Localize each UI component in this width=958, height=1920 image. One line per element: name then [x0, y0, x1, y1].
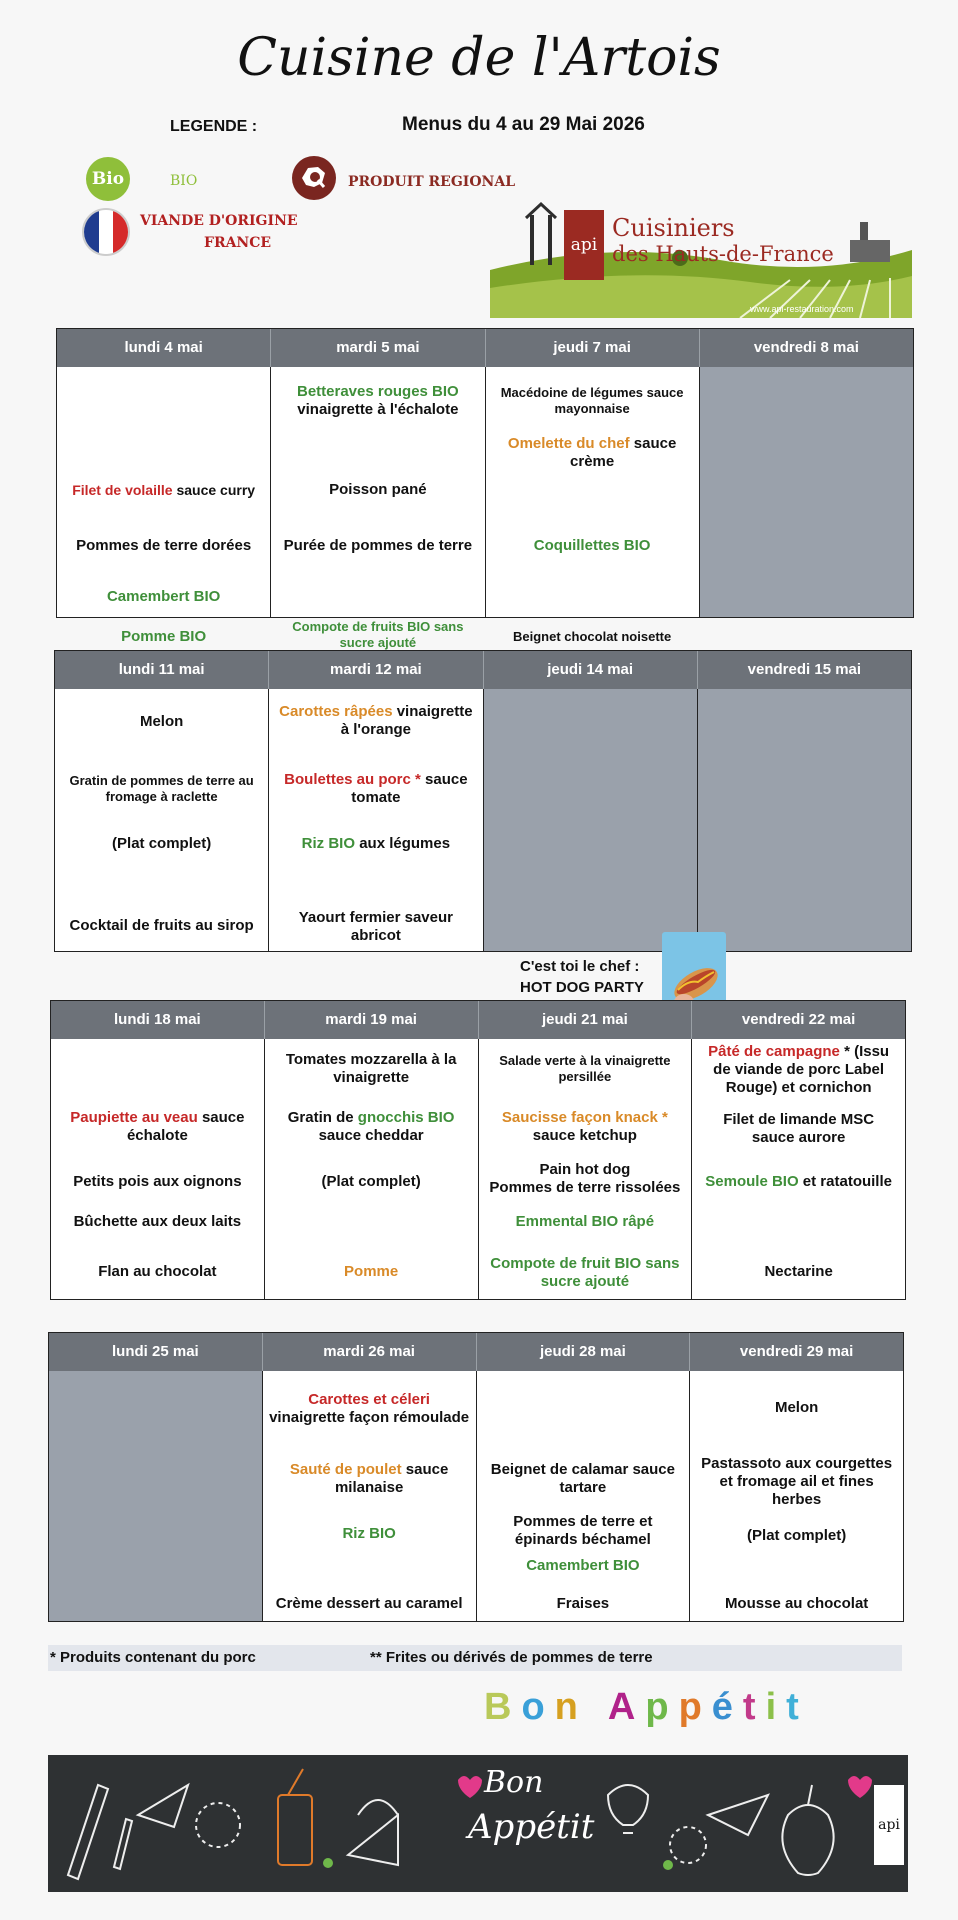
menu-item-text: sauce curry [176, 482, 256, 498]
logo-url: www.api-restauration.com [750, 304, 854, 314]
menu-item-side: Coquillettes BIO [533, 537, 651, 554]
logo-line1: Cuisiniers [612, 214, 735, 242]
letter: o [521, 1686, 555, 1728]
menu-item-dessert: Crème dessert au caramel [275, 1595, 463, 1612]
menu-item-starter [694, 1043, 903, 1061]
week-header [51, 1001, 905, 1039]
day-header-vendredi-29: vendredi 29 mai [739, 1343, 854, 1360]
menu-item-dessert: Compote de fruits BIO sans [292, 619, 464, 634]
day-cell-vendredi-15 [698, 689, 911, 951]
menu-item-main [59, 481, 268, 499]
menu-item-text: sauce [201, 1109, 245, 1126]
menu-item-text: vinaigrette [396, 703, 473, 720]
bio-icon [86, 157, 130, 201]
menu-item-starter-sauce: vinaigrette à l'échalote [297, 401, 459, 418]
menu-item-note: (Plat complet) [747, 1527, 847, 1544]
day-cell-jeudi-14 [484, 689, 698, 951]
menu-item-side: Riz BIO [342, 1525, 396, 1542]
menu-item-main-line2: sauce aurore [751, 1129, 846, 1146]
menu-item-main-line2: crème [570, 453, 615, 470]
day-cell-jeudi-7 [486, 367, 700, 644]
letter: p [645, 1686, 679, 1728]
menu-item-cheese: Emmental BIO râpé [515, 1213, 655, 1230]
week-header [57, 329, 913, 367]
week-table-1 [56, 328, 914, 650]
menu-item-dessert: Pomme [344, 1263, 399, 1280]
day-cell-jeudi-28 [477, 1371, 691, 1621]
menu-item-text: Semoule BIO [705, 1173, 799, 1190]
legend-bio-label: BIO [170, 173, 198, 189]
week-table-2 [54, 650, 912, 952]
day-header-vendredi-22: vendredi 22 mai [741, 1011, 856, 1028]
menu-item-main-line2: milanaise [334, 1479, 404, 1496]
france-flag-icon [82, 208, 130, 256]
day-header-jeudi-14: jeudi 14 mai [484, 651, 698, 689]
menu-item-note: (Plat complet) [321, 1173, 421, 1190]
menu-item-main-line2: et fromage ail et fines [719, 1473, 874, 1490]
menu-item-main: Saucisse façon knack * [501, 1109, 668, 1126]
banner-api-logo [874, 1785, 904, 1865]
banner-api-text: api [878, 1817, 900, 1833]
menu-item-main: Poisson pané [329, 481, 427, 498]
menu-item-main: Pastassoto aux courgettes [701, 1455, 893, 1472]
day-header-jeudi-7: jeudi 7 mai [486, 329, 700, 367]
menu-item-dessert: Yaourt fermier saveur [298, 909, 453, 926]
day-header-mardi-19: mardi 19 mai [265, 1001, 479, 1039]
menu-item-starter [271, 703, 480, 721]
menu-item-starter: Carottes et céleri [308, 1391, 430, 1408]
menu-item-text: Gratin de [287, 1109, 354, 1126]
week-table-4 [48, 1332, 904, 1622]
day-header-mardi-26: mardi 26 mai [263, 1333, 477, 1371]
day-cell-lundi-4 [57, 367, 271, 645]
menu-item-text: sauce [405, 1461, 449, 1478]
day-header-mardi-12: mardi 12 mai [269, 651, 483, 689]
menu-item-side: Pommes de terre rissolées [489, 1179, 681, 1196]
menu-item-main [265, 1461, 474, 1479]
menu-item-text: Carottes râpées [279, 703, 393, 720]
menu-item-main [267, 1109, 476, 1127]
menu-item-starter: Melon [774, 1399, 819, 1416]
letter: p [678, 1686, 712, 1728]
logo-api-box [564, 210, 604, 280]
menu-item-starter-line2: vinaigrette [333, 1069, 410, 1086]
day-header-jeudi-28: jeudi 28 mai [477, 1333, 691, 1371]
menu-item-text: Riz BIO [301, 835, 356, 852]
menu-item-dessert: Fraises [556, 1595, 610, 1612]
menu-item-main-line2: sauce ketchup [532, 1127, 637, 1144]
menu-item-text: * (Issu [844, 1043, 890, 1060]
menu-item-starter: Melon [139, 713, 184, 730]
menu-item-starter: Betteraves rouges BIO [297, 383, 459, 400]
week-header [55, 651, 911, 689]
menu-item-text: Omelette du chef [507, 435, 630, 452]
menu-item-bread: Pain hot dog [539, 1161, 631, 1178]
cuisiniers-logo [490, 200, 912, 318]
menu-item-cheese: Camembert BIO [526, 1557, 640, 1574]
menu-item-note: (Plat complet) [112, 835, 212, 852]
menu-item-main-line2: tomate [351, 789, 401, 806]
menu-item-main-line2: échalote [126, 1127, 188, 1144]
menu-item-dessert: Cocktail de fruits au sirop [69, 917, 254, 934]
menu-item-main-line2: tartare [559, 1479, 607, 1496]
letter: n [554, 1686, 588, 1728]
menu-item-text: Pâté de campagne [708, 1043, 840, 1060]
menu-item-main-line2: sauce cheddar [318, 1127, 424, 1144]
menu-item-starter-line2: de viande de porc Label [713, 1061, 885, 1078]
menu-item-text: Sauté de poulet [289, 1461, 402, 1478]
logo-line2: des Hauts-de-France [612, 242, 834, 266]
menu-item-text: sauce [633, 435, 677, 452]
week-header [49, 1333, 903, 1371]
menu-item-main: Filet de limande MSC [723, 1111, 875, 1128]
letter: é [711, 1686, 743, 1728]
menu-item-main [53, 1109, 262, 1127]
menu-item-dessert-line2: sucre ajouté [540, 1273, 630, 1290]
legend-viande-line2: FRANCE [204, 235, 272, 251]
bio-badge-text: Bio [91, 169, 125, 189]
menu-item-side: Petits pois aux oignons [73, 1173, 242, 1190]
letter: t [786, 1686, 809, 1728]
day-cell-mardi-19 [265, 1039, 479, 1299]
logo-api-text: api [570, 235, 598, 255]
menu-item-side: Pommes de terre dorées [76, 537, 252, 554]
pork-marker: * [415, 771, 421, 788]
menu-item-starter-line2: à l'orange [340, 721, 411, 738]
day-cell-vendredi-8 [700, 367, 913, 617]
day-cell-lundi-25 [49, 1371, 263, 1621]
letter: i [765, 1686, 787, 1728]
page-title: Cuisine de l'Artois [237, 28, 721, 88]
banner-script-line1: Bon [484, 1765, 544, 1800]
menu-item-dessert: Compote de fruit BIO sans [490, 1255, 680, 1272]
menu-item-main-line3: herbes [772, 1491, 822, 1508]
day-header-lundi-11: lundi 11 mai [55, 651, 269, 689]
menu-item-dessert-line2: abricot [350, 927, 401, 944]
chef-callout-line1: C'est toi le chef : [520, 958, 640, 975]
menu-item-side-line2: épinards béchamel [514, 1531, 651, 1548]
menu-item-starter-line2: persillée [558, 1069, 612, 1084]
footnote-porc: * Produits contenant du porc [50, 1649, 256, 1666]
menu-item-starter-line2: vinaigrette façon rémoulade [269, 1409, 470, 1426]
menu-item-dessert-line2: sucre ajouté [339, 635, 417, 650]
menu-item-dessert: Mousse au chocolat [724, 1595, 869, 1612]
chef-callout-line2: HOT DOG PARTY [520, 979, 644, 996]
menu-item-side: Purée de pommes de terre [283, 537, 473, 554]
day-header-lundi-4: lundi 4 mai [57, 329, 271, 367]
legend-regional-label: PRODUIT REGIONAL [348, 174, 516, 190]
menu-item-text: gnocchis BIO [357, 1109, 455, 1126]
menu-item-dessert: Flan au chocolat [98, 1263, 217, 1280]
day-header-vendredi-15: vendredi 15 mai [747, 661, 862, 678]
menu-item-dessert: Beignet chocolat noisette [513, 629, 672, 644]
menu-item-starter: Tomates mozzarella à la [285, 1051, 457, 1068]
day-header-vendredi-8: vendredi 8 mai [753, 339, 859, 356]
menu-item-text: sauce [425, 771, 468, 788]
legend-viande-line1: VIANDE D'ORIGINE [140, 213, 298, 229]
menu-item-starter-line3: Rouge) et cornichon [725, 1079, 872, 1096]
regional-product-icon [292, 156, 336, 200]
menu-item-text: Paupiette au veau [70, 1109, 198, 1126]
day-cell-mardi-12 [269, 689, 483, 951]
day-cell-jeudi-21 [479, 1039, 693, 1299]
menu-item-starter: Salade verte à la vinaigrette [499, 1053, 671, 1068]
day-cell-mardi-5 [271, 367, 485, 650]
day-header-mardi-5: mardi 5 mai [271, 329, 485, 367]
menu-item-main: Beignet de calamar sauce [490, 1461, 675, 1478]
menu-item-main-line2: fromage à raclette [105, 789, 218, 804]
menu-item-text: aux légumes [359, 835, 451, 852]
day-header-jeudi-21: jeudi 21 mai [479, 1001, 693, 1039]
menu-item-text: Boulettes au porc [284, 771, 411, 788]
menu-item-starter-line2: mayonnaise [554, 401, 630, 416]
menu-item-cheese: Bûchette aux deux laits [73, 1213, 242, 1230]
menu-item-side: Pommes de terre et [513, 1513, 653, 1530]
menu-item-side [694, 1173, 903, 1191]
chalkboard-banner [48, 1755, 908, 1892]
day-header-lundi-18: lundi 18 mai [51, 1001, 265, 1039]
menu-item-main [488, 435, 697, 453]
legend-heading: LEGENDE : [170, 118, 258, 135]
day-cell-lundi-18 [51, 1039, 265, 1299]
menu-item-side [271, 835, 480, 853]
bon-appetit-title [484, 1686, 809, 1729]
menu-item-main: Gratin de pommes de terre au [69, 773, 254, 788]
menu-item-text: Filet de volaille [72, 482, 173, 498]
banner-script-line2: Appétit [468, 1807, 595, 1847]
week-table-3 [50, 1000, 906, 1300]
day-header-lundi-25: lundi 25 mai [49, 1333, 263, 1371]
letter: t [742, 1686, 766, 1728]
letter: A [607, 1686, 646, 1728]
menu-period-title: Menus du 4 au 29 Mai 2026 [402, 114, 645, 135]
menu-item-dessert: Nectarine [764, 1263, 833, 1280]
day-cell-vendredi-29 [690, 1371, 903, 1621]
menu-item-text: et ratatouille [802, 1173, 892, 1190]
menu-item-dessert: Pomme BIO [121, 628, 207, 645]
footnote-frites: ** Frites ou dérivés de pommes de terre [370, 1649, 653, 1666]
menu-item-starter: Macédoine de légumes sauce [500, 385, 684, 400]
day-cell-lundi-11 [55, 689, 269, 951]
footnotes-bar [48, 1645, 902, 1671]
menu-item-cheese: Camembert BIO [106, 588, 221, 605]
day-cell-vendredi-22 [692, 1039, 905, 1299]
letter: B [484, 1686, 522, 1728]
day-cell-mardi-26 [263, 1371, 477, 1621]
menu-item-main [271, 771, 480, 789]
